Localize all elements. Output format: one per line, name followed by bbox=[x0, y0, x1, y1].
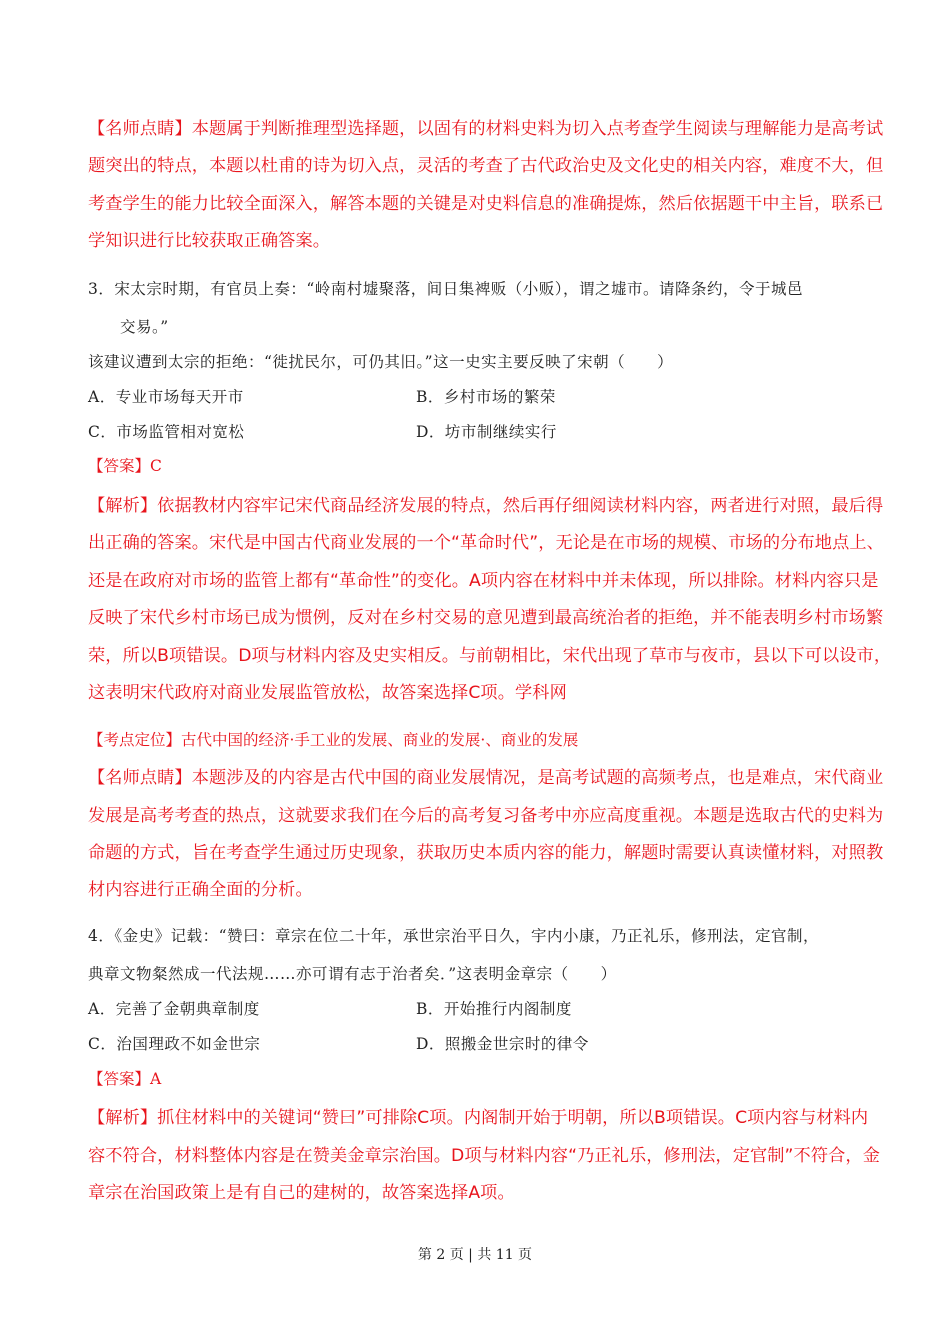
text-line: 发展是高考考查的热点，这就要求我们在今后的高考复习备考中亦应高度重视。本题是选取古代的史料为 bbox=[88, 806, 884, 826]
text-line: 还是在政府对市场的监管上都有“革命性”的变化。A项内容在材料中并未体现，所以排除。材料内容只是 bbox=[88, 571, 879, 591]
text-line: 【解析】依据教材内容牢记宋代商品经济发展的特点，然后再仔细阅读材料内容，两者进行对照，最后得 bbox=[88, 496, 884, 516]
text-line: 4．《金史》记载：“赞曰：章宗在位二十年，承世宗治平日久，宇内小康，乃正礼乐，修刑法，定官制， bbox=[88, 927, 820, 945]
answer-option: C．市场监管相对宽松 bbox=[88, 423, 245, 441]
text-line: 反映了宋代乡村市场已成为惯例，反对在乡村交易的意见遭到最高统治者的拒绝，并不能表明乡村市场繁 bbox=[88, 608, 884, 628]
answer-option: A．专业市场每天开市 bbox=[88, 388, 244, 406]
text-line: 这表明宋代政府对商业发展监管放松，故答案选择C项。学科网 bbox=[88, 683, 567, 703]
answer-option: A．完善了金朝典章制度 bbox=[88, 1000, 260, 1018]
text-line: 该建议遭到太宗的拒绝：“徙扰民尔，可仍其旧。”这一史实主要反映了宋朝（ ） bbox=[88, 353, 674, 371]
text-line: 【名师点睛】本题涉及的内容是古代中国的商业发展情况，是高考试题的高频考点，也是难点，宋代商业 bbox=[88, 768, 884, 788]
text-line: 材内容进行正确全面的分析。 bbox=[88, 880, 313, 900]
text-line: 【解析】抓住材料中的关键词“赞曰”可排除C项。内阁制开始于明朝，所以B项错误。C项内容与材料内 bbox=[88, 1108, 869, 1128]
answer-option: D．照搬金世宗时的律令 bbox=[416, 1035, 589, 1053]
text-line: 【考点定位】古代中国的经济·手工业的发展、商业的发展·、商业的发展 bbox=[88, 731, 579, 749]
page-footer: 第 2 页 | 共 11 页 bbox=[417, 1247, 533, 1263]
text-line: 【名师点睛】本题属于判断推理型选择题，以固有的材料史料为切入点考查学生阅读与理解能力是高考试 bbox=[88, 119, 884, 139]
answer-option: D．坊市制继续实行 bbox=[416, 423, 557, 441]
text-line: 典章文物粲然成一代法规……亦可谓有志于治者矣．”这表明金章宗（ ） bbox=[88, 965, 617, 983]
text-line: 考查学生的能力比较全面深入，解答本题的关键是对史料信息的准确提炼，然后依据题干中主旨，联系已 bbox=[88, 194, 884, 214]
answer-option: B．开始推行内阁制度 bbox=[416, 1000, 572, 1018]
text-line: 【答案】A bbox=[88, 1070, 162, 1088]
text-line: 出正确的答案。宋代是中国古代商业发展的一个“革命时代”，无论是在市场的规模、市场的分布地点上、 bbox=[88, 533, 884, 553]
text-line: 荣，所以B项错误。D项与材料内容及史实相反。与前朝相比，宋代出现了草市与夜市，县以下可以设市， bbox=[88, 646, 892, 666]
text-line: 命题的方式，旨在考查学生通过历史现象，获取历史本质内容的能力，解题时需要认真读懂材料，对照教 bbox=[88, 843, 884, 863]
text-line: 容不符合，材料整体内容是在赞美金章宗治国。D项与材料内容“乃正礼乐，修刑法，定官制”不符合，金 bbox=[88, 1146, 880, 1166]
text-line: 【答案】C bbox=[88, 457, 162, 475]
text-line: 题突出的特点，本题以杜甫的诗为切入点，灵活的考查了古代政治史及文化史的相关内容，难度不大，但 bbox=[88, 156, 884, 176]
answer-option: C．治国理政不如金世宗 bbox=[88, 1035, 261, 1053]
text-line: 3．宋太宗时期，有官员上奏：“岭南村墟聚落，间日集裨贩（小贩），谓之墟市。请降条约，令于城邑 bbox=[88, 280, 804, 298]
text-line: 交易。” bbox=[88, 318, 169, 336]
text-line: 学知识进行比较获取正确答案。 bbox=[88, 231, 331, 251]
text-line: 章宗在治国政策上是有自己的建树的，故答案选择A项。 bbox=[88, 1183, 515, 1203]
answer-option: B．乡村市场的繁荣 bbox=[416, 388, 556, 406]
